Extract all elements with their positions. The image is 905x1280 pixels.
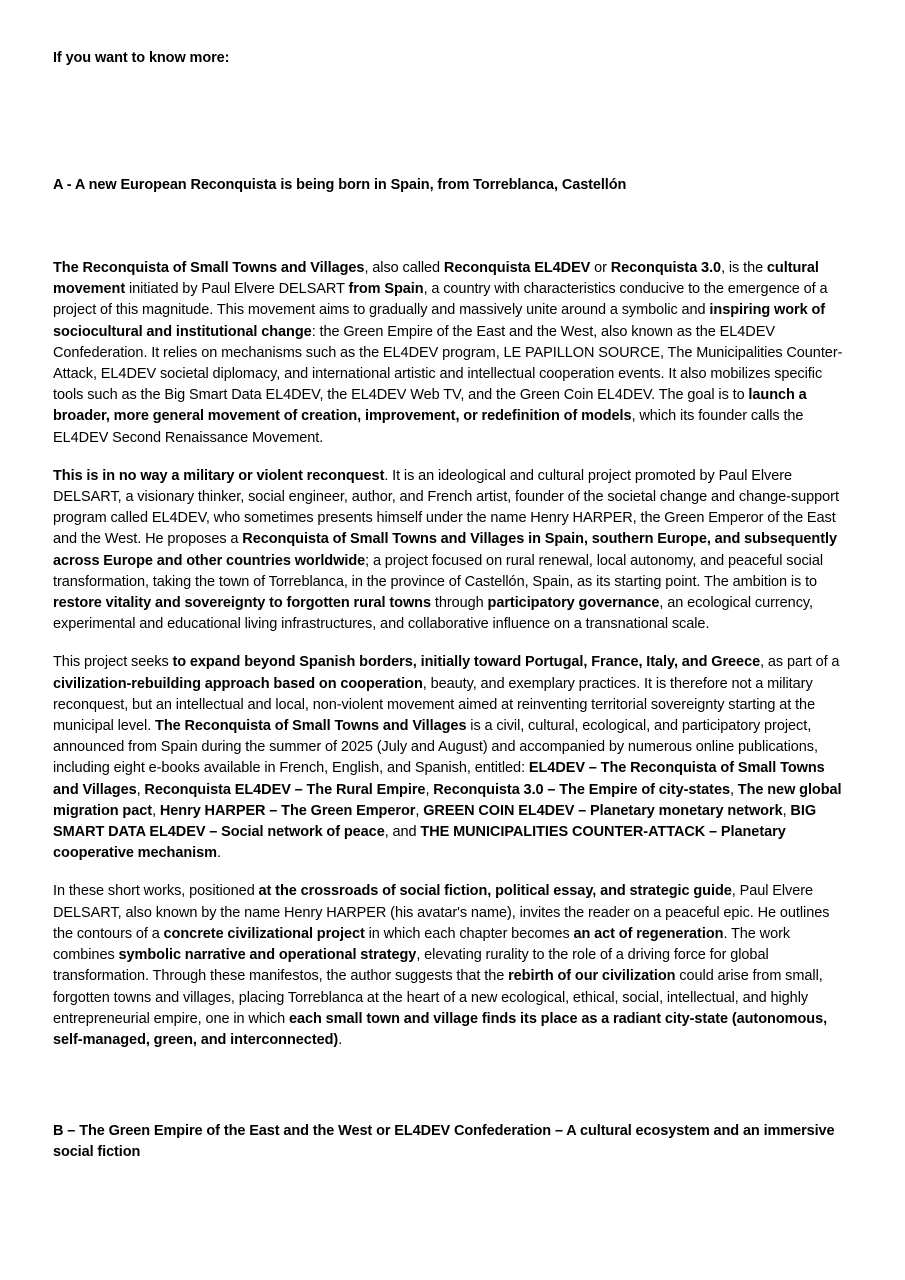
spacer-after-section-a xyxy=(53,196,852,258)
emphasis-run: This is in no way a military or violent reconquest xyxy=(53,467,385,484)
emphasis-run: EL4DEV – The Reconquista of Small Towns and Villages xyxy=(53,760,825,798)
text-run: ; a project focused on rural renewal, local autonomy, and peaceful social transformation, taking the town of Torreblanca, in the province of Castellón, Spain, as its starting point. The ambition is to xyxy=(53,552,824,590)
text-run: or xyxy=(590,260,611,276)
text-run: , an ecological currency, experimental and educational living infrastructures, and collaborative influence on a transnational scale. xyxy=(53,595,814,633)
text-run: This project seeks xyxy=(53,654,173,671)
text-run: , and xyxy=(384,824,421,841)
text-run: , xyxy=(415,802,424,819)
emphasis-run: civilization-rebuilding approach based on cooperation xyxy=(53,675,423,692)
emphasis-run: BIG SMART DATA EL4DEV – Social network of peace xyxy=(53,802,817,841)
bottom-spacer xyxy=(53,1163,852,1243)
text-run: in which each chapter becomes xyxy=(364,925,574,942)
emphasis-run: Reconquista EL4DEV – The Rural Empire xyxy=(144,781,426,798)
emphasis-run: Reconquista 3.0 – The Empire of city-states xyxy=(433,781,730,798)
emphasis-run: The Reconquista of Small Towns and Villages xyxy=(155,718,467,735)
section-b-heading: B – The Green Empire of the East and the West or EL4DEV Confederation – A cultural ecosystem and an immersive social fiction xyxy=(53,1123,835,1161)
document-body xyxy=(53,0,852,1243)
body-paragraph xyxy=(53,258,852,449)
emphasis-run: launch a broader, more general movement of creation, improvement, or redefinition of models xyxy=(53,387,807,425)
text-run: , as part of a xyxy=(760,654,840,671)
text-run: , xyxy=(729,781,738,798)
paragraph-container xyxy=(53,258,852,1051)
text-run: , beauty, and exemplary practices. It is therefore not a military reconquest, but an intellectual and local, non-violent movement aimed at reinventing territorial sovereignty starting at the municipal level. xyxy=(53,675,816,735)
text-run: . It is an ideological and cultural project promoted by Paul Elvere DELSART, a visionary thinker, social engineer, author, and French artist, founder of the societal change and change-support program called EL4DEV, who sometimes presents himself under the name Henry HARPER, the Green Emperor of the East and the West. He proposes a xyxy=(53,467,839,548)
emphasis-run: restore vitality and sovereignty to forgotten rural towns xyxy=(53,595,432,612)
body-paragraph xyxy=(53,881,852,1051)
intro-heading: If you want to know more: xyxy=(53,50,230,66)
spacer-before-section-b xyxy=(53,1051,852,1121)
emphasis-run: inspiring work of sociocultural and institutional change xyxy=(53,302,826,340)
emphasis-run: concrete civilizational project xyxy=(163,925,365,942)
emphasis-run: The new global migration pact xyxy=(53,781,842,819)
emphasis-run: cultural movement xyxy=(53,260,819,298)
section-a-heading: A - A new European Reconquista is being born in Spain, from Torreblanca, Castellón xyxy=(53,177,627,193)
text-run: . The work combines xyxy=(53,925,791,964)
text-run: , which its founder calls the EL4DEV Second Renaissance Movement. xyxy=(53,408,804,446)
text-run: could arise from small, forgotten towns and villages, placing Torreblanca at the heart of a new ecological, ethical, social, intellectual, and highly entrepreneurial empire, one in which xyxy=(53,968,823,1027)
body-paragraph xyxy=(53,466,852,636)
emphasis-run: participatory governance xyxy=(487,595,660,612)
text-run: In these short works, positioned xyxy=(53,883,259,900)
text-run: . xyxy=(338,1031,343,1048)
emphasis-run: an act of regeneration xyxy=(573,925,724,942)
text-run: , is the xyxy=(721,260,767,276)
emphasis-run: Reconquista EL4DEV xyxy=(443,260,591,276)
emphasis-run: to expand beyond Spanish borders, initially toward Portugal, France, Italy, and Greece xyxy=(172,654,761,671)
emphasis-run: GREEN COIN EL4DEV – Planetary monetary network xyxy=(423,802,783,819)
text-run: , xyxy=(425,781,434,798)
text-run: , xyxy=(152,802,160,819)
emphasis-run: from Spain xyxy=(348,281,424,298)
text-run: , xyxy=(136,781,145,798)
text-run: , also called xyxy=(364,260,444,276)
text-run: , a country with characteristics conducive to the emergence of a project of this magnitude. This movement aims to gradually and massively unite around a symbolic and xyxy=(53,281,828,319)
emphasis-run: Henry HARPER – The Green Emperor xyxy=(159,802,416,819)
spacer-before-section-a xyxy=(53,69,852,175)
emphasis-run: Reconquista 3.0 xyxy=(610,260,722,276)
body-paragraph xyxy=(53,652,852,864)
emphasis-run: at the crossroads of social fiction, political essay, and strategic guide xyxy=(258,883,732,900)
text-run: is a civil, cultural, ecological, and participatory project, announced from Spain during the summer of 2025 (July and August) and accompanied by numerous online publications, including eight e-books available in French, English, and Spanish, entitled: xyxy=(53,718,818,777)
text-run: . xyxy=(217,845,221,862)
emphasis-run: symbolic narrative and operational strategy xyxy=(118,947,417,964)
emphasis-run: Reconquista of Small Towns and Villages in Spain, southern Europe, and subsequently across Europe and other countries worldwide xyxy=(53,531,837,569)
text-run: : the Green Empire of the East and the West, also known as the EL4DEV Confederation. It relies on mechanisms such as the EL4DEV program, LE PAPILLON SOURCE, The Municipalities Counter-Attack, EL4DEV societal diplomacy, and international artistic and intellectual cooperation events. It also mobilizes specific tools such as the Big Smart Data EL4DEV, the EL4DEV Web TV, and the Green Coin EL4DEV. The goal is to xyxy=(53,323,843,404)
emphasis-run: The Reconquista of Small Towns and Villages xyxy=(53,260,365,276)
text-run: , Paul Elvere DELSART, also known by the name Henry HARPER (his avatar's name), invites the reader on a peaceful epic. He outlines the contours of a xyxy=(53,883,830,942)
emphasis-run: each small town and village finds its place as a radiant city-state (autonomous, self-managed, green, and interconnected) xyxy=(53,1010,828,1048)
text-run: , elevating rurality to the role of a driving force for global transformation. Through these manifestos, the author suggests that the xyxy=(53,947,769,985)
text-run: , xyxy=(782,802,791,819)
emphasis-run: rebirth of our civilization xyxy=(508,968,676,985)
text-run: through xyxy=(431,595,488,612)
text-run: initiated by Paul Elvere DELSART xyxy=(125,281,349,298)
emphasis-run: THE MUNICIPALITIES COUNTER-ATTACK – Planetary cooperative mechanism xyxy=(53,824,786,862)
